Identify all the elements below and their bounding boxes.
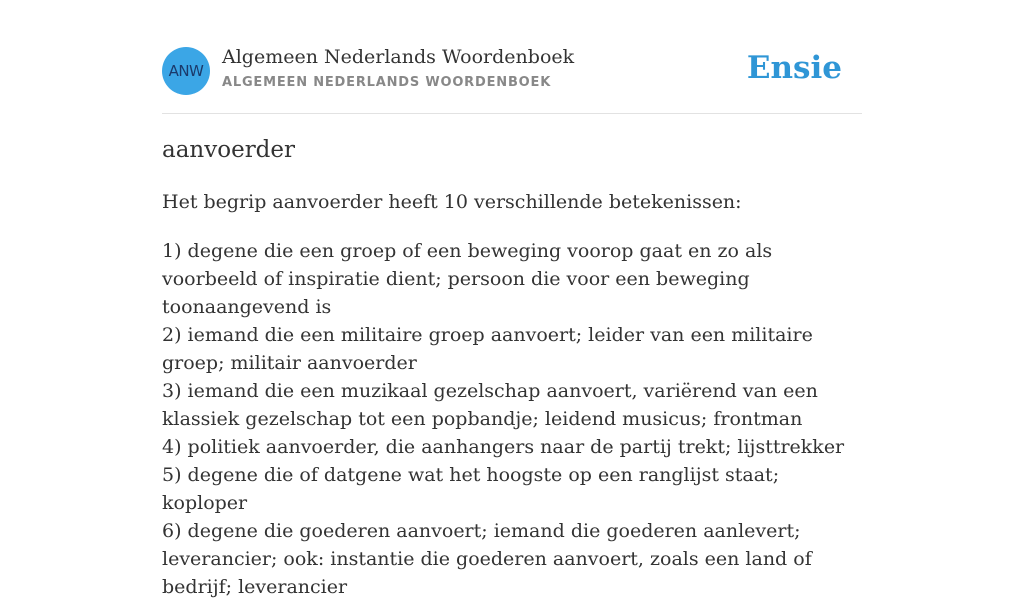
intro-text: Het begrip aanvoerder heeft 10 verschillende betekenissen: (162, 191, 742, 213)
anw-logo[interactable]: ANW (162, 47, 210, 95)
definition-item: 3) iemand die een muzikaal gezelschap aanvoert, variërend van een klassiek gezelschap tot een popbandje; leidend musicus; frontman (162, 380, 818, 430)
source-subtitle: ALGEMEEN NEDERLANDS WOORDENBOEK (222, 75, 552, 90)
definition-item: 2) iemand die een militaire groep aanvoert; leider van een militaire groep; militair aanvoerder (162, 324, 813, 374)
source-header (162, 46, 862, 96)
header-divider (162, 113, 862, 114)
definition-item: 1) degene die een groep of een beweging voorop gaat en zo als voorbeeld of inspiratie dient; persoon die voor een beweging toonaangevend is (162, 240, 773, 318)
source-title[interactable]: Algemeen Nederlands Woordenboek (222, 46, 575, 68)
ensie-brand-logo[interactable]: Ensie (746, 50, 842, 86)
definition-item: 5) degene die of datgene wat het hoogste op een ranglijst staat; koploper (162, 464, 780, 514)
definitions-list (162, 237, 862, 601)
definition-item: 4) politiek aanvoerder, die aanhangers naar de partij trekt; lijsttrekker (162, 436, 845, 458)
definition-item: 6) degene die goederen aanvoert; iemand die goederen aanlevert; leverancier; ook: instantie die goederen aanvoert, zoals een land of bedrijf; leverancier (162, 520, 812, 598)
page-title: aanvoerder (162, 137, 296, 163)
